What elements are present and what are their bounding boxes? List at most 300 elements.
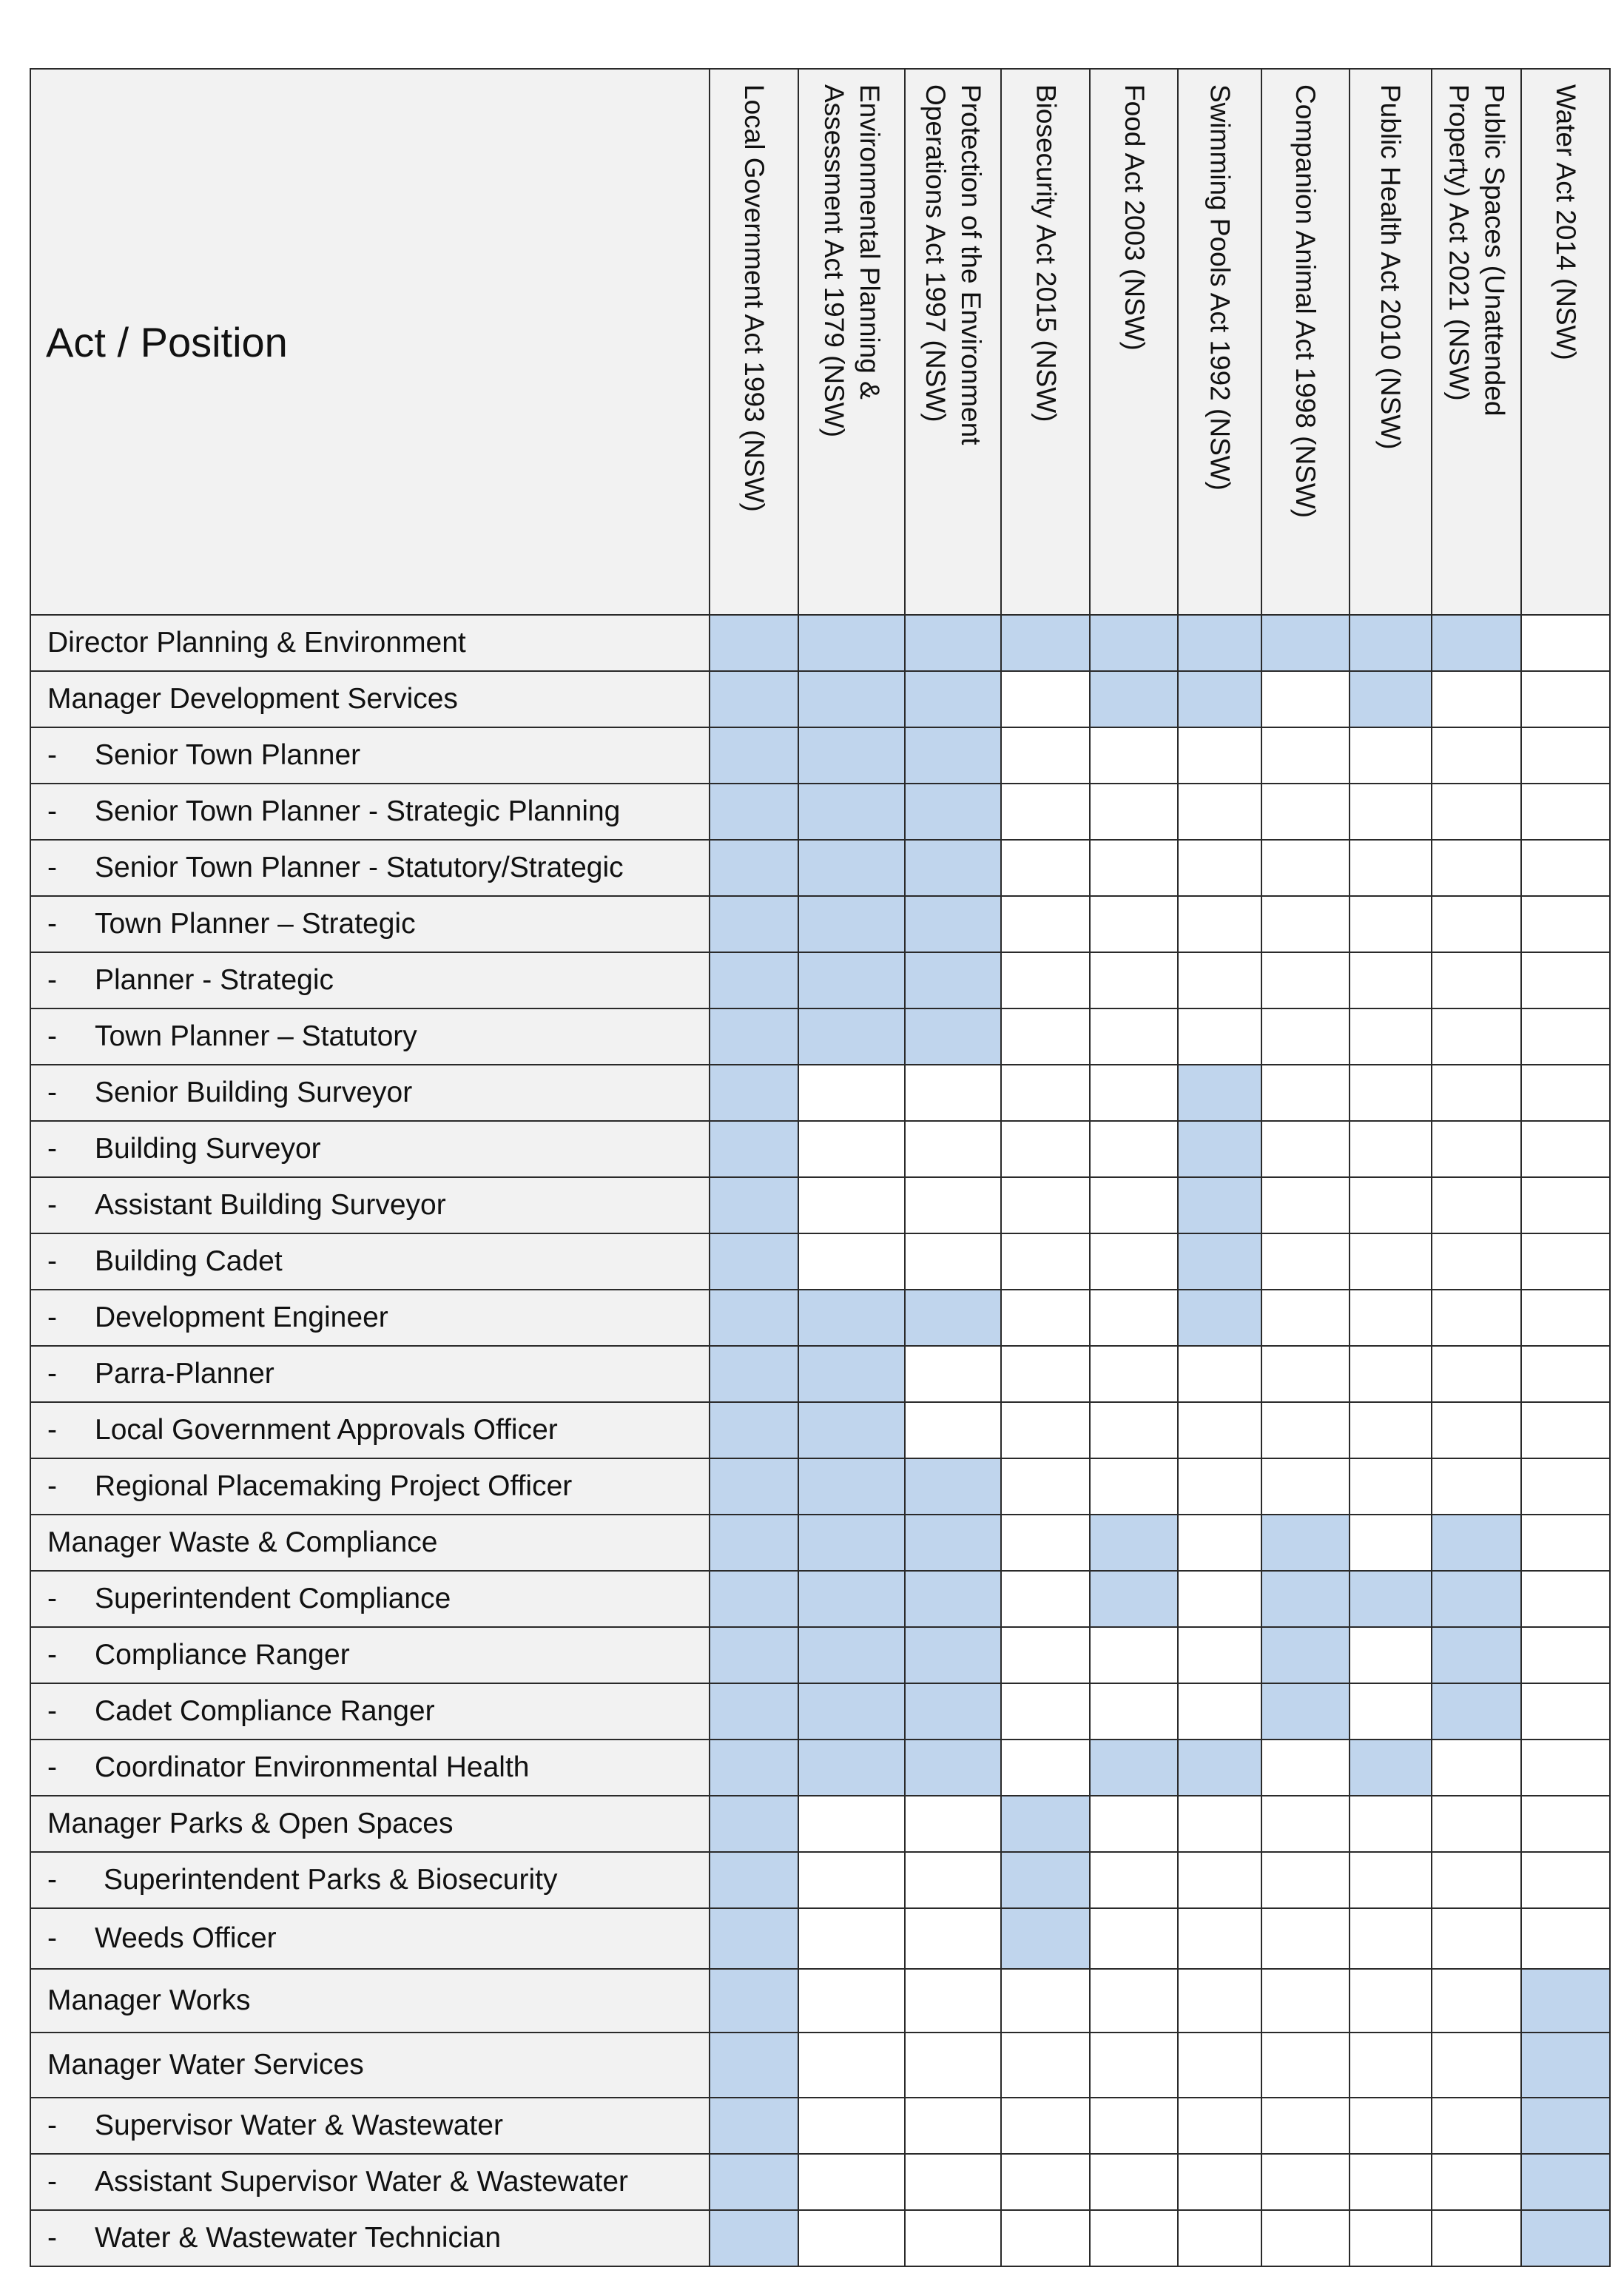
sub-position-dash: - (47, 1301, 57, 1333)
row-header (30, 2098, 710, 2154)
row-header (30, 1346, 710, 1402)
cell-applicable (1432, 1683, 1521, 1740)
cell-empty (798, 2154, 905, 2210)
table-row (30, 1346, 1610, 1402)
cell-applicable (1521, 2154, 1610, 2210)
column-header (1178, 69, 1261, 615)
cell-empty (1521, 1346, 1610, 1402)
cell-empty (1350, 1796, 1432, 1852)
cell-empty (1432, 1796, 1521, 1852)
cell-empty (1178, 840, 1261, 896)
cell-empty (1090, 1458, 1178, 1515)
position-label: Superintendent Compliance (95, 1583, 451, 1614)
cell-applicable (710, 615, 798, 671)
cell-empty (798, 1852, 905, 1908)
cell-applicable (710, 727, 798, 784)
table-row (30, 1458, 1610, 1515)
table-row (30, 1796, 1610, 1852)
position-label: Planner - Strategic (95, 964, 334, 996)
row-header (30, 2154, 710, 2210)
cell-empty (798, 1908, 905, 1969)
cell-empty (1521, 1008, 1610, 1065)
column-header (1001, 69, 1090, 615)
cell-empty (1350, 727, 1432, 784)
cell-applicable (1001, 1908, 1090, 1969)
table-row (30, 952, 1610, 1008)
position-label: Building Cadet (95, 1245, 283, 1277)
cell-empty (1090, 1065, 1178, 1121)
cell-applicable (798, 1458, 905, 1515)
cell-empty (798, 1177, 905, 1233)
position-label: Manager Parks & Open Spaces (47, 1808, 454, 1839)
cell-empty (1432, 1290, 1521, 1346)
table-row (30, 2210, 1610, 2266)
corner-label: Act / Position (30, 69, 710, 615)
cell-applicable (1178, 1233, 1261, 1290)
cell-empty (905, 1346, 1001, 1402)
cell-empty (1261, 671, 1350, 727)
cell-empty (1001, 727, 1090, 784)
position-label: Manager Water Services (47, 2049, 364, 2081)
cell-applicable (798, 727, 905, 784)
row-header (30, 2033, 710, 2098)
cell-applicable (1261, 1627, 1350, 1683)
cell-applicable (1350, 1571, 1432, 1627)
row-header (30, 727, 710, 784)
cell-applicable (1090, 1571, 1178, 1627)
cell-applicable (710, 840, 798, 896)
cell-applicable (1261, 615, 1350, 671)
cell-empty (1178, 1969, 1261, 2033)
cell-empty (1001, 1571, 1090, 1627)
column-header (798, 69, 905, 615)
position-label: Supervisor Water & Wastewater (95, 2109, 503, 2141)
cell-applicable (710, 896, 798, 952)
cell-empty (1350, 1627, 1432, 1683)
cell-empty (1261, 2098, 1350, 2154)
cell-applicable (905, 1458, 1001, 1515)
cell-empty (1350, 784, 1432, 840)
row-header (30, 1740, 710, 1796)
table-row (30, 615, 1610, 671)
cell-empty (1090, 1177, 1178, 1233)
cell-empty (1178, 896, 1261, 952)
row-header (30, 1008, 710, 1065)
position-label: Town Planner – Strategic (95, 908, 416, 940)
position-label: Development Engineer (95, 1301, 388, 1333)
cell-empty (1350, 1402, 1432, 1458)
position-label: Compliance Ranger (95, 1639, 350, 1671)
table-row (30, 1740, 1610, 1796)
cell-applicable (798, 1683, 905, 1740)
cell-empty (1090, 1402, 1178, 1458)
cell-empty (1090, 1233, 1178, 1290)
cell-empty (1432, 1402, 1521, 1458)
cell-applicable (798, 896, 905, 952)
cell-empty (1432, 1740, 1521, 1796)
row-header (30, 2210, 710, 2266)
cell-applicable (710, 2098, 798, 2154)
column-header-label: Local Government Act 1993 (NSW) (738, 84, 769, 512)
cell-empty (1001, 1402, 1090, 1458)
cell-empty (1432, 1065, 1521, 1121)
cell-applicable (710, 1852, 798, 1908)
cell-applicable (1350, 615, 1432, 671)
cell-empty (1432, 1177, 1521, 1233)
cell-empty (1178, 2154, 1261, 2210)
cell-empty (1090, 784, 1178, 840)
cell-applicable (905, 952, 1001, 1008)
cell-applicable (710, 784, 798, 840)
cell-applicable (905, 1627, 1001, 1683)
cell-applicable (905, 896, 1001, 952)
cell-applicable (1432, 615, 1521, 671)
row-header (30, 896, 710, 952)
cell-empty (1521, 1908, 1610, 1969)
cell-applicable (798, 784, 905, 840)
cell-empty (1261, 1290, 1350, 1346)
cell-empty (1178, 1346, 1261, 1402)
column-header-label: Public Health Act 2010 (NSW) (1375, 84, 1406, 450)
cell-applicable (905, 1290, 1001, 1346)
cell-empty (798, 2210, 905, 2266)
cell-empty (1261, 1458, 1350, 1515)
cell-empty (1521, 1290, 1610, 1346)
cell-applicable (710, 1458, 798, 1515)
cell-empty (1090, 840, 1178, 896)
cell-applicable (710, 1683, 798, 1740)
cell-empty (1001, 2098, 1090, 2154)
cell-empty (1001, 1515, 1090, 1571)
position-label: Water & Wastewater Technician (95, 2222, 502, 2254)
table-row (30, 1008, 1610, 1065)
cell-empty (1090, 1852, 1178, 1908)
cell-empty (1001, 2154, 1090, 2210)
position-label: Manager Waste & Compliance (47, 1526, 438, 1558)
position-label: Building Surveyor (95, 1133, 321, 1165)
cell-empty (1261, 1346, 1350, 1402)
position-label: Assistant Supervisor Water & Wastewater (95, 2166, 629, 2198)
cell-empty (905, 1402, 1001, 1458)
cell-applicable (1090, 615, 1178, 671)
cell-empty (1001, 1458, 1090, 1515)
sub-position-dash: - (47, 795, 57, 827)
cell-empty (1090, 896, 1178, 952)
sub-position-dash: - (47, 1864, 57, 1896)
cell-empty (905, 1121, 1001, 1177)
cell-empty (1261, 896, 1350, 952)
column-header (710, 69, 798, 615)
cell-applicable (1432, 1627, 1521, 1683)
position-label: Local Government Approvals Officer (95, 1414, 558, 1446)
column-header-label: Environmental Planning & Assessment Act 1979 (NSW) (819, 84, 886, 438)
table-row (30, 1121, 1610, 1177)
cell-empty (1178, 1458, 1261, 1515)
row-header (30, 1627, 710, 1683)
cell-applicable (1090, 671, 1178, 727)
cell-empty (905, 2210, 1001, 2266)
cell-empty (1178, 1402, 1261, 1458)
cell-applicable (1178, 1740, 1261, 1796)
cell-applicable (1521, 2098, 1610, 2154)
cell-empty (1001, 1177, 1090, 1233)
cell-applicable (905, 784, 1001, 840)
cell-empty (798, 2033, 905, 2098)
cell-applicable (1001, 1852, 1090, 1908)
cell-applicable (1261, 1683, 1350, 1740)
cell-empty (905, 1065, 1001, 1121)
cell-empty (1178, 2033, 1261, 2098)
cell-empty (798, 1121, 905, 1177)
cell-empty (1178, 1571, 1261, 1627)
cell-applicable (798, 1515, 905, 1571)
table-row (30, 1290, 1610, 1346)
matrix-body (30, 615, 1610, 2266)
cell-empty (1521, 1796, 1610, 1852)
cell-empty (1001, 2033, 1090, 2098)
position-label: Cadet Compliance Ranger (95, 1695, 435, 1727)
cell-empty (1432, 2154, 1521, 2210)
cell-empty (905, 2098, 1001, 2154)
cell-empty (1350, 1969, 1432, 2033)
delegations-matrix (30, 68, 1611, 2267)
cell-empty (1261, 1065, 1350, 1121)
cell-applicable (1178, 1065, 1261, 1121)
sub-position-dash: - (47, 2222, 57, 2254)
cell-applicable (798, 1008, 905, 1065)
row-header (30, 615, 710, 671)
cell-empty (1261, 1852, 1350, 1908)
cell-applicable (710, 1908, 798, 1969)
table-row (30, 784, 1610, 840)
position-label: Senior Town Planner - Strategic Planning (95, 795, 621, 827)
cell-applicable (798, 1290, 905, 1346)
cell-empty (1261, 727, 1350, 784)
cell-empty (1001, 1346, 1090, 1402)
position-label: Coordinator Environmental Health (95, 1751, 530, 1783)
cell-empty (1521, 1458, 1610, 1515)
cell-empty (1432, 840, 1521, 896)
cell-empty (905, 2154, 1001, 2210)
table-row (30, 2098, 1610, 2154)
sub-position-dash: - (47, 1751, 57, 1783)
cell-empty (1001, 1233, 1090, 1290)
cell-empty (1261, 1969, 1350, 2033)
cell-empty (905, 1969, 1001, 2033)
table-row (30, 1908, 1610, 1969)
cell-empty (1001, 784, 1090, 840)
position-label: Manager Works (47, 1984, 251, 2016)
cell-empty (1261, 1908, 1350, 1969)
row-header (30, 1177, 710, 1233)
cell-applicable (1178, 615, 1261, 671)
sub-position-dash: - (47, 1133, 57, 1165)
row-header (30, 1969, 710, 2033)
cell-empty (1090, 1796, 1178, 1852)
cell-empty (1350, 1177, 1432, 1233)
table-row (30, 1065, 1610, 1121)
cell-empty (1178, 952, 1261, 1008)
cell-applicable (1521, 1969, 1610, 2033)
cell-empty (1350, 1346, 1432, 1402)
cell-applicable (1350, 1740, 1432, 1796)
cell-applicable (710, 1402, 798, 1458)
sub-position-dash: - (47, 1245, 57, 1277)
column-header (1090, 69, 1178, 615)
cell-empty (1090, 1008, 1178, 1065)
column-header-label: Food Act 2003 (NSW) (1119, 84, 1150, 351)
position-label: Assistant Building Surveyor (95, 1189, 446, 1221)
cell-empty (1178, 1908, 1261, 1969)
cell-empty (1090, 727, 1178, 784)
cell-applicable (710, 1121, 798, 1177)
cell-empty (1090, 952, 1178, 1008)
cell-empty (1001, 671, 1090, 727)
cell-empty (1521, 1515, 1610, 1571)
cell-applicable (905, 840, 1001, 896)
cell-applicable (1178, 671, 1261, 727)
cell-applicable (905, 1571, 1001, 1627)
cell-applicable (710, 1290, 798, 1346)
cell-empty (1432, 2210, 1521, 2266)
cell-empty (1261, 952, 1350, 1008)
cell-empty (1178, 727, 1261, 784)
cell-empty (1090, 2210, 1178, 2266)
row-header (30, 1065, 710, 1121)
sub-position-dash: - (47, 964, 57, 996)
cell-applicable (798, 1627, 905, 1683)
cell-empty (1521, 1683, 1610, 1740)
cell-empty (1521, 1852, 1610, 1908)
cell-empty (1432, 952, 1521, 1008)
cell-empty (1178, 1008, 1261, 1065)
cell-empty (1001, 952, 1090, 1008)
column-header (1261, 69, 1350, 615)
cell-applicable (798, 952, 905, 1008)
row-header (30, 671, 710, 727)
cell-empty (1432, 671, 1521, 727)
cell-applicable (710, 1233, 798, 1290)
position-label: Manager Development Services (47, 683, 458, 715)
cell-empty (1432, 1008, 1521, 1065)
cell-empty (1521, 1740, 1610, 1796)
cell-empty (1261, 2154, 1350, 2210)
sub-position-dash: - (47, 852, 57, 883)
column-header-label: Biosecurity Act 2015 (NSW) (1031, 84, 1062, 422)
column-header (905, 69, 1001, 615)
column-header-label: Water Act 2014 (NSW) (1550, 84, 1581, 360)
cell-empty (798, 2098, 905, 2154)
cell-applicable (710, 1969, 798, 2033)
cell-empty (1090, 1290, 1178, 1346)
cell-empty (1001, 1008, 1090, 1065)
cell-empty (1261, 1796, 1350, 1852)
cell-applicable (1350, 671, 1432, 727)
cell-empty (798, 1796, 905, 1852)
cell-empty (905, 1796, 1001, 1852)
row-header (30, 1121, 710, 1177)
cell-empty (905, 1177, 1001, 1233)
cell-empty (1521, 1121, 1610, 1177)
cell-empty (905, 2033, 1001, 2098)
row-header (30, 1908, 710, 1969)
cell-applicable (798, 671, 905, 727)
position-label: Director Planning & Environment (47, 627, 466, 659)
cell-applicable (1521, 2210, 1610, 2266)
cell-empty (1350, 2210, 1432, 2266)
column-header-label: Public Spaces (Unattended Property) Act 2021 (NSW) (1443, 84, 1510, 417)
cell-empty (1432, 2098, 1521, 2154)
sub-position-dash: - (47, 1189, 57, 1221)
cell-applicable (798, 1346, 905, 1402)
table-row (30, 1969, 1610, 2033)
cell-empty (1521, 615, 1610, 671)
row-header (30, 1796, 710, 1852)
cell-empty (1350, 2033, 1432, 2098)
cell-empty (1261, 1740, 1350, 1796)
cell-empty (1521, 1402, 1610, 1458)
cell-empty (1350, 1233, 1432, 1290)
cell-empty (1090, 1627, 1178, 1683)
position-label: Town Planner – Statutory (95, 1020, 417, 1052)
row-header (30, 1515, 710, 1571)
cell-empty (1090, 1346, 1178, 1402)
cell-applicable (905, 727, 1001, 784)
row-header (30, 1571, 710, 1627)
cell-empty (798, 1969, 905, 2033)
cell-applicable (1261, 1515, 1350, 1571)
cell-applicable (798, 1402, 905, 1458)
cell-empty (1261, 1177, 1350, 1233)
cell-empty (1432, 1121, 1521, 1177)
table-row (30, 2154, 1610, 2210)
cell-applicable (1178, 1177, 1261, 1233)
table-row (30, 1402, 1610, 1458)
position-label: Weeds Officer (95, 1922, 277, 1954)
cell-empty (1432, 1969, 1521, 2033)
cell-empty (1001, 1683, 1090, 1740)
cell-empty (1261, 1402, 1350, 1458)
cell-empty (1432, 727, 1521, 784)
sub-position-dash: - (47, 1470, 57, 1502)
sub-position-dash: - (47, 739, 57, 771)
cell-empty (1001, 896, 1090, 952)
cell-empty (1178, 784, 1261, 840)
cell-empty (1001, 840, 1090, 896)
cell-empty (1261, 2210, 1350, 2266)
cell-empty (1261, 840, 1350, 896)
cell-empty (1350, 1290, 1432, 1346)
cell-empty (1090, 1908, 1178, 1969)
cell-empty (1350, 1008, 1432, 1065)
cell-empty (1350, 1852, 1432, 1908)
cell-empty (1521, 1177, 1610, 1233)
cell-empty (1261, 1233, 1350, 1290)
header-row (30, 69, 1610, 615)
column-header-label: Protection of the Environment Operations Act 1997 (NSW) (920, 84, 987, 445)
cell-applicable (798, 1571, 905, 1627)
table-row (30, 1627, 1610, 1683)
cell-applicable (710, 1177, 798, 1233)
cell-applicable (710, 1796, 798, 1852)
cell-empty (1001, 1740, 1090, 1796)
cell-empty (1090, 2154, 1178, 2210)
cell-empty (1521, 727, 1610, 784)
cell-empty (1432, 1346, 1521, 1402)
sub-position-dash: - (47, 1358, 57, 1390)
cell-empty (1521, 840, 1610, 896)
row-header (30, 1402, 710, 1458)
